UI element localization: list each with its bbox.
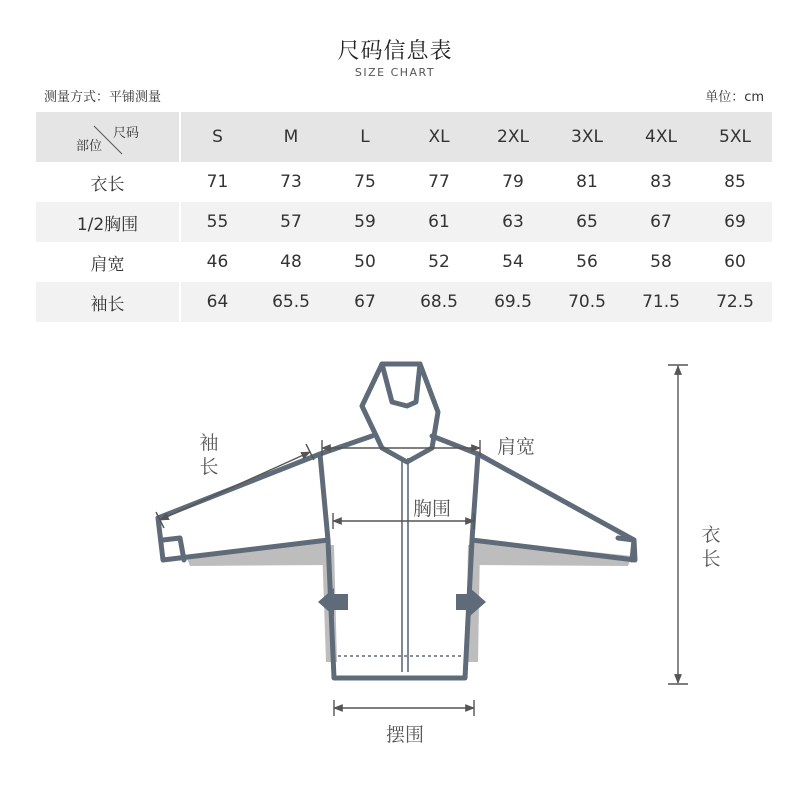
table-cell: 69	[698, 202, 772, 242]
table-header-row	[36, 112, 772, 162]
corner-size-label: 尺码	[112, 126, 139, 141]
table-cell: 58	[650, 252, 672, 272]
size-header: 5XL	[698, 112, 772, 162]
size-header: S	[180, 112, 254, 162]
page-title: 尺码信息表	[337, 39, 453, 64]
table-cell: 79	[502, 172, 524, 192]
table-cell: 68.5	[402, 282, 476, 322]
body-length-label-1: 衣	[701, 524, 721, 546]
measure-method: 测量方式：平铺测量	[44, 90, 162, 105]
table-cell: 75	[354, 172, 376, 192]
garment-diagram	[0, 330, 790, 794]
table-cell: 57	[254, 202, 328, 242]
table-cell: 50	[354, 252, 376, 272]
table-cell: 67	[328, 282, 402, 322]
size-table	[36, 112, 773, 322]
jacket-shadow	[186, 540, 632, 662]
size-header: 2XL	[476, 112, 550, 162]
arrow-left-shape	[318, 588, 348, 616]
table-cell: 85	[724, 172, 746, 192]
table-cell: 55	[180, 202, 254, 242]
jacket-details	[338, 458, 461, 672]
table-cell: 63	[476, 202, 550, 242]
table-cell: 46	[206, 252, 229, 272]
table-cell: 70.5	[550, 282, 624, 322]
size-header: L	[328, 112, 402, 162]
table-cell: 83	[650, 172, 672, 192]
size-header: 4XL	[624, 112, 698, 162]
table-row	[36, 202, 772, 242]
table-cell: 59	[328, 202, 402, 242]
table-cell: 73	[280, 172, 302, 192]
table-cell: 60	[724, 252, 746, 272]
table-cell: 56	[576, 252, 598, 272]
corner-cell	[36, 112, 180, 162]
table-cell: 77	[428, 172, 450, 192]
table-cell: 61	[402, 202, 476, 242]
corner-part-label: 部位	[76, 139, 103, 154]
table-row	[36, 282, 772, 322]
table-cell: 71	[206, 172, 229, 192]
table-cell: 54	[502, 252, 524, 272]
table-cell: 65.5	[254, 282, 328, 322]
row-part-label: 衣长	[36, 162, 180, 202]
table-cell: 52	[428, 252, 450, 272]
table-cell: 48	[280, 252, 302, 272]
table-cell: 67	[624, 202, 698, 242]
body-length-label-2: 长	[701, 548, 721, 570]
table-cell: 64	[180, 282, 254, 322]
row-part-label: 袖长	[36, 282, 180, 322]
table-row	[36, 242, 772, 282]
sleeve-length-label-1: 袖	[199, 432, 219, 454]
size-header: 3XL	[550, 112, 624, 162]
table-cell: 69.5	[476, 282, 550, 322]
corner-diagonal	[36, 112, 180, 162]
table-cell: 71.5	[624, 282, 698, 322]
row-part-label: 1/2胸围	[36, 202, 180, 242]
table-cell: 65	[550, 202, 624, 242]
table-row	[36, 162, 772, 202]
size-header: XL	[402, 112, 476, 162]
shoulder-width-label: 肩宽	[497, 436, 536, 458]
arrow-right-shape	[456, 588, 486, 616]
row-part-label: 肩宽	[36, 242, 180, 282]
hem-label: 摆围	[386, 724, 425, 746]
size-header: M	[254, 112, 328, 162]
chest-label: 胸围	[413, 498, 452, 520]
unit-label: 单位：cm	[705, 90, 764, 105]
table-cell: 81	[576, 172, 598, 192]
page-subtitle: SIZE CHART	[354, 66, 436, 79]
table-cell: 72.5	[698, 282, 772, 322]
sleeve-length-label-2: 长	[199, 456, 219, 478]
